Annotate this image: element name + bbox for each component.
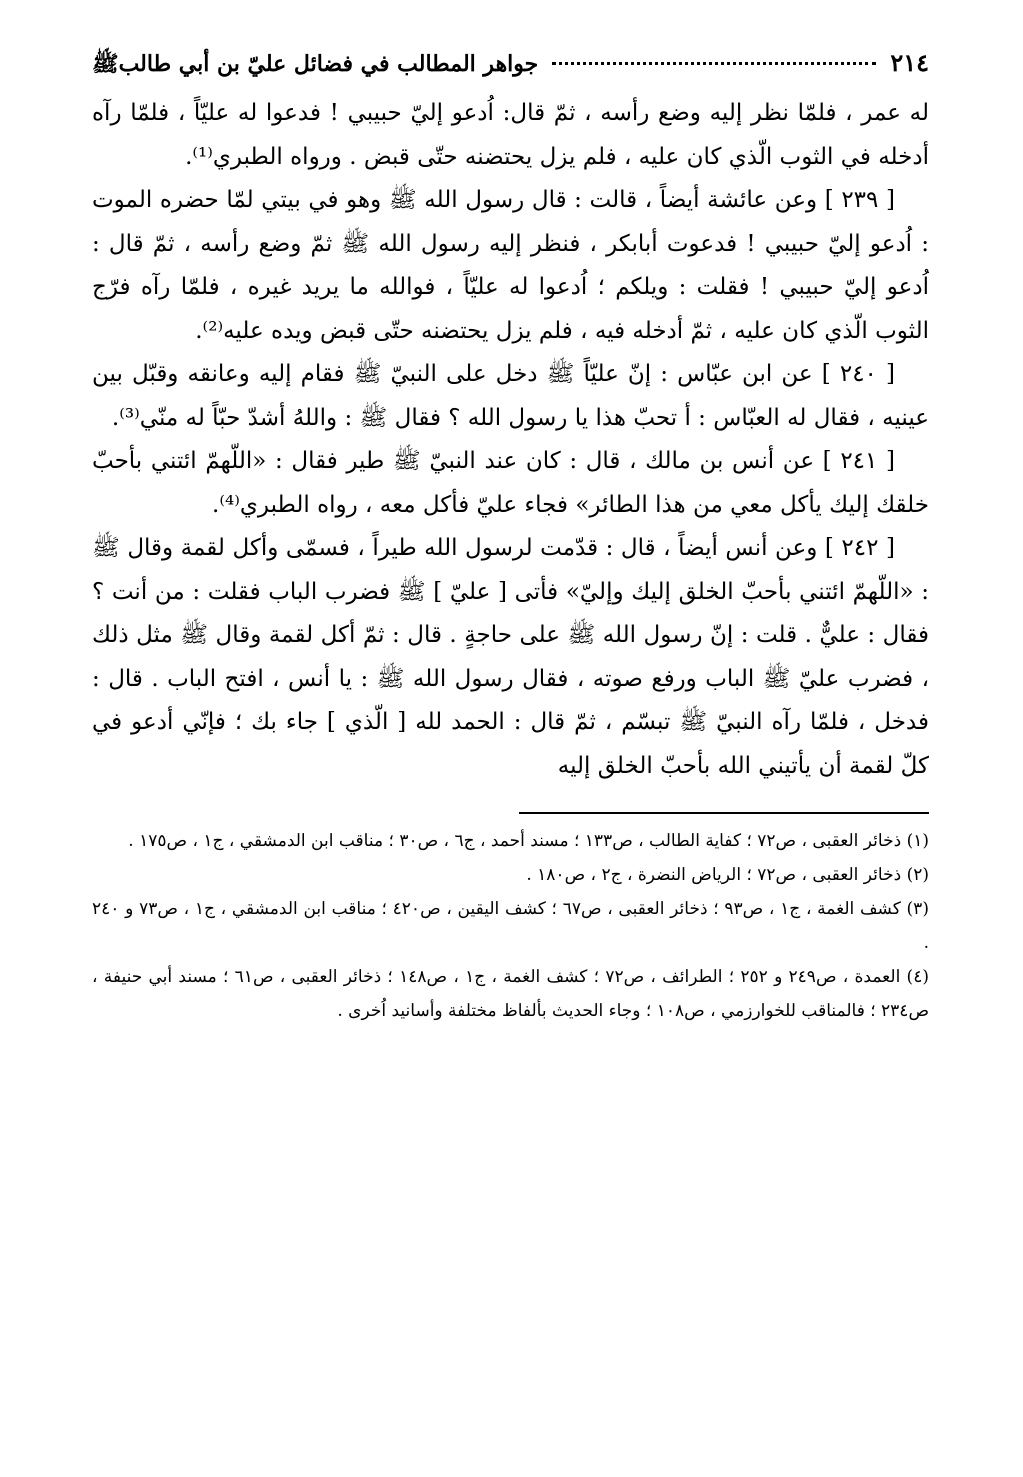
page-number: ٢١٤ bbox=[890, 48, 929, 77]
hadith-241: [ ٢٤١ ] عن أنس بن مالك ، قال : كان عند النبيّ ﷺ طير فقال : «اللّهمّ ائتني بأحبّ خلقك إليك يأكل معي من هذا الطائر» فجاء عليّ فأكل معه ، رواه الطبري⁽⁴⁾. bbox=[92, 448, 929, 518]
header-dot-leader bbox=[552, 62, 876, 65]
hadith-239: [ ٢٣٩ ] وعن عائشة أيضاً ، قالت : قال رسول الله ﷺ وهو في بيتي لمّا حضره الموت : اُدعو إليّ حبيبي ! فدعوت أبابكر ، فنظر إليه رسول الله ﷺ ثمّ وضع رأسه ، ثمّ قال : اُدعو إليّ حبيبي ! فقلت : ويلكم ؛ اُدعوا له عليّاً ، فوالله ما يريد غيره ، فلمّا رآه فرّج الثوب الّذي كان عليه ، ثمّ أدخله فيه ، فلم يزل يحتضنه حتّى قبض ويده عليه⁽²⁾. bbox=[92, 187, 929, 344]
main-text bbox=[92, 92, 929, 788]
footnote-3: (٣) كشف الغمة ، ج١ ، ص٩٣ ؛ ذخائر العقبى ، ص٦٧ ؛ كشف اليقين ، ص٤٢٠ ؛ مناقب ابن الدمشقي ، ج١ ، ص٧٣ و ٢٤٠ . bbox=[92, 899, 929, 953]
footnote-separator bbox=[519, 812, 929, 814]
footnote-1: (١) ذخائر العقبى ، ص٧٢ ؛ كفاية الطالب ، ص١٣٣ ؛ مسند أحمد ، ج٦ ، ص٣٠ ؛ مناقب ابن الدمشقي ، ج١ ، ص١٧٥ . bbox=[128, 831, 929, 851]
hadith-240: [ ٢٤٠ ] عن ابن عبّاس : إنّ عليّاً ﷺ دخل على النبيّ ﷺ فقام إليه وعانقه وقبّل بين عينيه ، فقال له العبّاس : أ تحبّ هذا يا رسول الله ؟ فقال ﷺ : واللهُ أشدّ حبّاً له منّي⁽³⁾. bbox=[92, 361, 929, 431]
running-title: جواهر المطالب في فضائل عليّ بن أبي طالبﷺ bbox=[92, 51, 539, 77]
footnote-2: (٢) ذخائر العقبى ، ص٧٢ ؛ الرياض النضرة ، ج٢ ، ص١٨٠ . bbox=[526, 865, 929, 885]
paragraph-continuation: له عمر ، فلمّا نظر إليه وضع رأسه ، ثمّ قال: اُدعو إليّ حبيبي ! فدعوا له عليّاً ، فلمّا رآه أدخله في الثوب الّذي كان عليه ، فلم يزل يحتضنه حتّى قبض . ورواه الطبري⁽¹⁾. bbox=[92, 100, 929, 170]
footnote-4: (٤) العمدة ، ص٢٤٩ و ٢٥٢ ؛ الطرائف ، ص٧٢ ؛ كشف الغمة ، ج١ ، ص١٤٨ ؛ ذخائر العقبى ، ص٦١ ؛ مسند أبي حنيفة ، ص٢٣٤ ؛ فالمناقب للخوارزمي ، ص١٠٨ ؛ وجاء الحديث بألفاظ مختلفة وأسانيد اُخرى . bbox=[92, 967, 929, 1021]
footnotes bbox=[92, 824, 929, 1028]
hadith-242: [ ٢٤٢ ] وعن أنس أيضاً ، قال : قدّمت لرسول الله طيراً ، فسمّى وأكل لقمة وقال ﷺ : «اللّهمّ ائتني بأحبّ الخلق إليك وإليّ» فأتى [ عليّ ] ﷺ فضرب الباب فقلت : من أنت ؟ فقال : عليٌّ . قلت : إنّ رسول الله ﷺ على حاجةٍ . قال : ثمّ أكل لقمة وقال ﷺ مثل ذلك ، فضرب عليّ ﷺ الباب ورفع صوته ، فقال رسول الله ﷺ : يا أنس ، افتح الباب . قال : فدخل ، فلمّا رآه النبيّ ﷺ تبسّم ، ثمّ قال : الحمد لله [ الّذي ] جاء بك ؛ فإنّي أدعو في كلّ لقمة أن يأتيني الله بأحبّ الخلق إليه bbox=[92, 535, 929, 779]
running-header bbox=[92, 48, 929, 92]
